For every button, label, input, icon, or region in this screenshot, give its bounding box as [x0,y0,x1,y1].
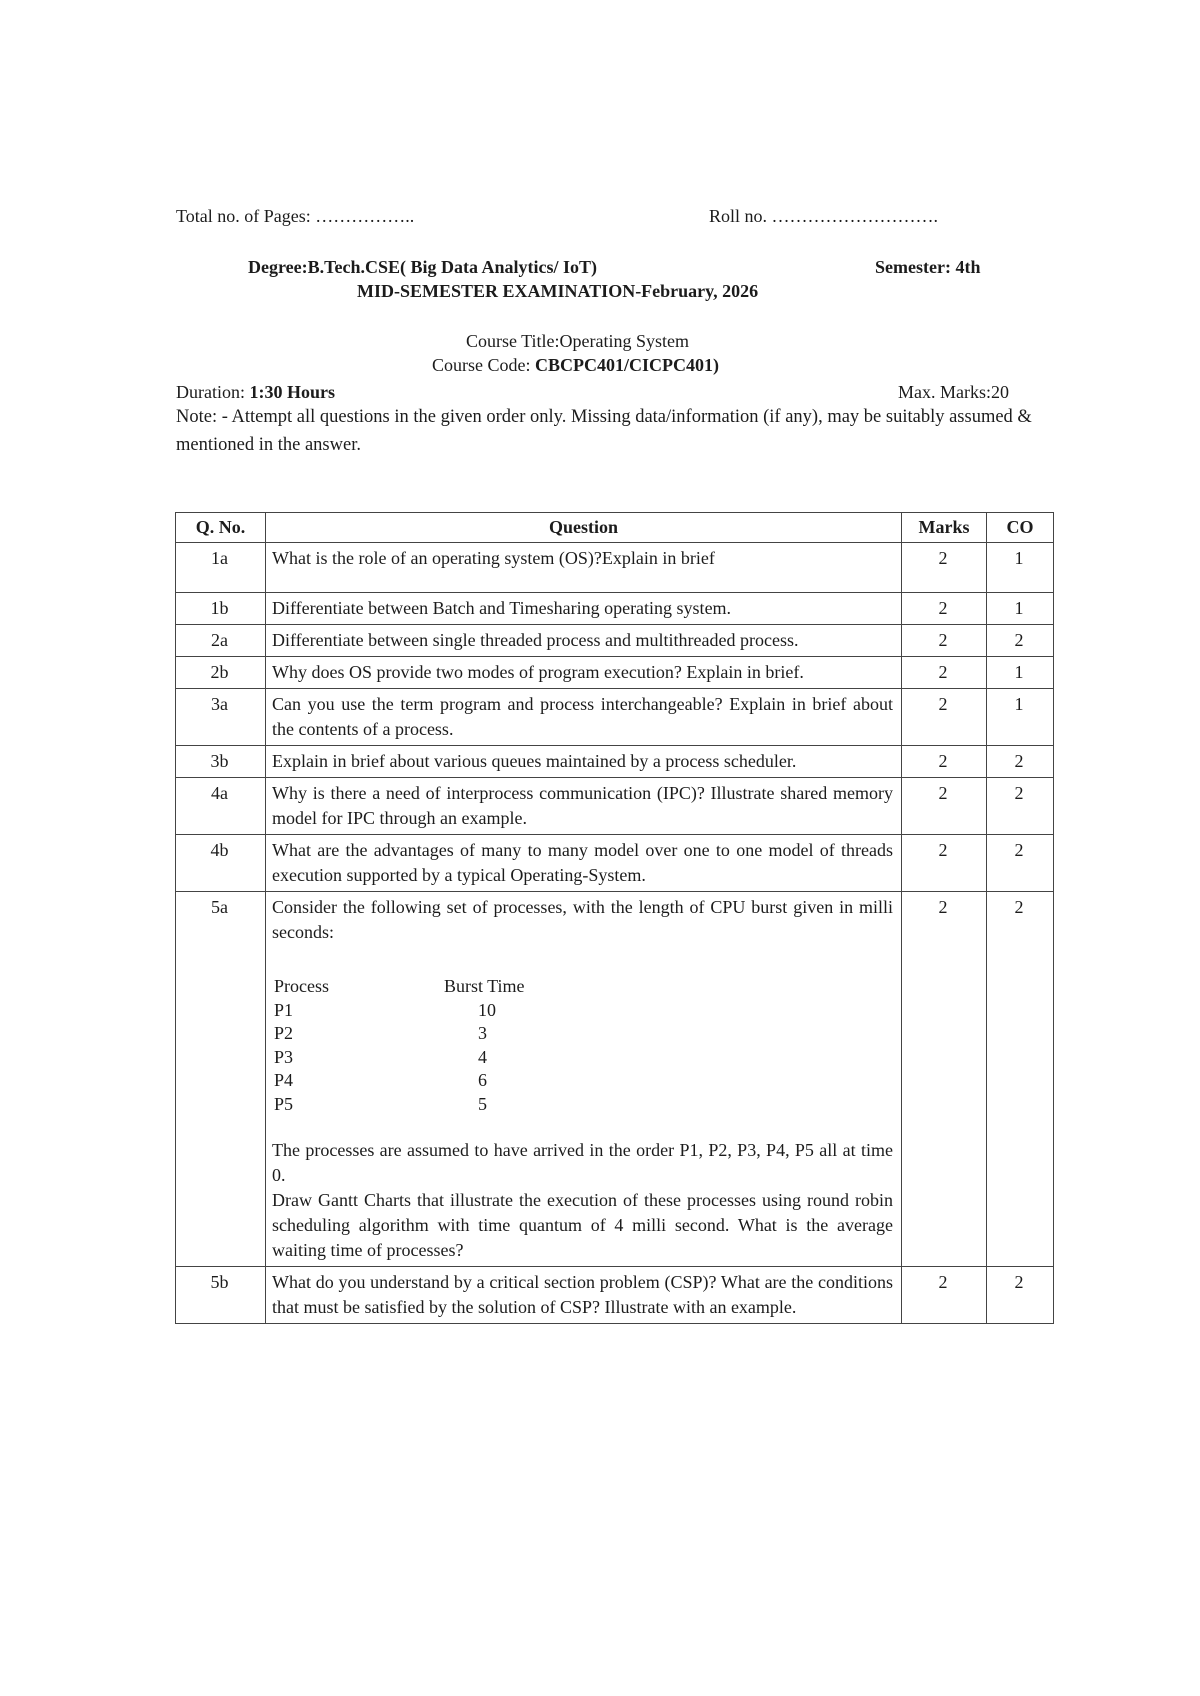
header-question: Question [266,513,902,543]
question-co: 1 [987,543,1054,593]
question-co: 2 [987,835,1054,892]
question-text-5a [266,892,902,1267]
process-name: P5 [274,1093,294,1114]
table-row [176,543,1054,593]
process-burst: 10 [478,999,496,1020]
question-text: Why does OS provide two modes of program execution? Explain in brief. [266,657,902,689]
process-name: P2 [274,1023,294,1043]
question-marks: 2 [902,543,987,593]
process-row [274,1093,578,1117]
process-row [274,1069,578,1093]
question-marks: 2 [902,625,987,657]
question-text: Why is there a need of interprocess communication (IPC)? Illustrate shared memory model for IPC through an example. [266,778,902,835]
process-row [274,1022,578,1046]
instructions-note: Note: - Attempt all questions in the given order only. Missing data/information (if any), may be suitably assumed & mentioned in the answer. [176,407,1032,455]
table-header-row [176,513,1054,543]
table-row [176,746,1054,778]
question-number: 1b [176,593,266,625]
duration-label: Duration: [176,382,250,402]
question-number: 3b [176,746,266,778]
question-marks: 2 [902,778,987,835]
gantt-question-text: Draw Gantt Charts that illustrate the execution of these processes using round robin scheduling algorithm with time quantum of 4 milli second. What is the average waiting time of processes? [272,1190,893,1260]
table-row [176,593,1054,625]
question-text: Differentiate between single threaded process and multithreaded process. [266,625,902,657]
question-co: 2 [987,778,1054,835]
process-name: P4 [274,1070,294,1090]
question-co: 1 [987,593,1054,625]
table-row [176,1267,1054,1324]
question-co: 1 [987,657,1054,689]
process-burst: 6 [478,1070,487,1090]
course-code [432,355,719,376]
process-burst: 4 [478,1046,487,1067]
question-text: What is the role of an operating system (OS)?Explain in brief [266,543,902,593]
table-row [176,835,1054,892]
question-marks: 2 [902,892,987,1267]
header-qno: Q. No. [176,513,266,543]
question-number: 4a [176,778,266,835]
process-name: P3 [274,1046,294,1067]
question-marks: 2 [902,593,987,625]
question-text: What do you understand by a critical section problem (CSP)? What are the conditions that must be satisfied by the solution of CSP? Illustrate with an example. [266,1267,902,1324]
burst-column-header: Burst Time [444,976,525,996]
course-code-value: CBCPC401/CICPC401) [535,355,719,375]
process-name: P1 [274,999,294,1020]
question-number: 2b [176,657,266,689]
table-row [176,892,1054,1267]
arrival-order-text: The processes are assumed to have arrived in the order P1, P2, P3, P4, P5 all at time 0. [272,1140,893,1185]
course-title: Course Title:Operating System [466,331,690,351]
question-marks: 2 [902,1267,987,1324]
question-co: 2 [987,746,1054,778]
roll-number-line: Roll no. ………………………. [709,206,939,226]
question-co: 2 [987,892,1054,1267]
table-row [176,689,1054,746]
question-co: 2 [987,625,1054,657]
duration-value: 1:30 Hours [249,382,335,402]
question-co: 2 [987,1267,1054,1324]
question-intro: Consider the following set of processes, with the length of CPU burst given in milli seconds: [272,897,893,942]
process-column-header: Process [274,976,329,996]
question-number: 4b [176,835,266,892]
process-row [274,1046,578,1070]
header-marks: Marks [902,513,987,543]
question-number: 1a [176,543,266,593]
course-code-label: Course Code: [432,355,535,375]
question-co: 1 [987,689,1054,746]
question-number: 5b [176,1267,266,1324]
question-table [175,512,1054,1324]
table-row [176,657,1054,689]
total-pages-line: Total no. of Pages: …………….. [176,206,415,226]
header-co: CO [987,513,1054,543]
question-number: 3a [176,689,266,746]
question-marks: 2 [902,689,987,746]
question-text: Can you use the term program and process interchangeable? Explain in brief about the contents of a process. [266,689,902,746]
process-burst: 3 [478,1023,487,1043]
question-marks: 2 [902,657,987,689]
semester-line: Semester: 4th [875,257,981,277]
exam-title: MID-SEMESTER EXAMINATION-February, 2026 [357,281,759,301]
degree-line: Degree:B.Tech.CSE( Big Data Analytics/ IoT) [248,257,597,277]
question-marks: 2 [902,746,987,778]
question-text: Explain in brief about various queues maintained by a process scheduler. [266,746,902,778]
max-marks-line: Max. Marks:20 [898,382,1009,402]
process-table-header [274,975,578,999]
process-row [274,999,578,1023]
table-row [176,625,1054,657]
duration-line [176,382,335,403]
process-burst: 5 [478,1093,487,1114]
question-marks: 2 [902,835,987,892]
question-number: 2a [176,625,266,657]
question-number: 5a [176,892,266,1267]
question-text: What are the advantages of many to many model over one to one model of threads execution supported by a typical Operating-System. [266,835,902,892]
process-burst-table [274,975,578,1116]
question-text: Differentiate between Batch and Timesharing operating system. [266,593,902,625]
table-row [176,778,1054,835]
